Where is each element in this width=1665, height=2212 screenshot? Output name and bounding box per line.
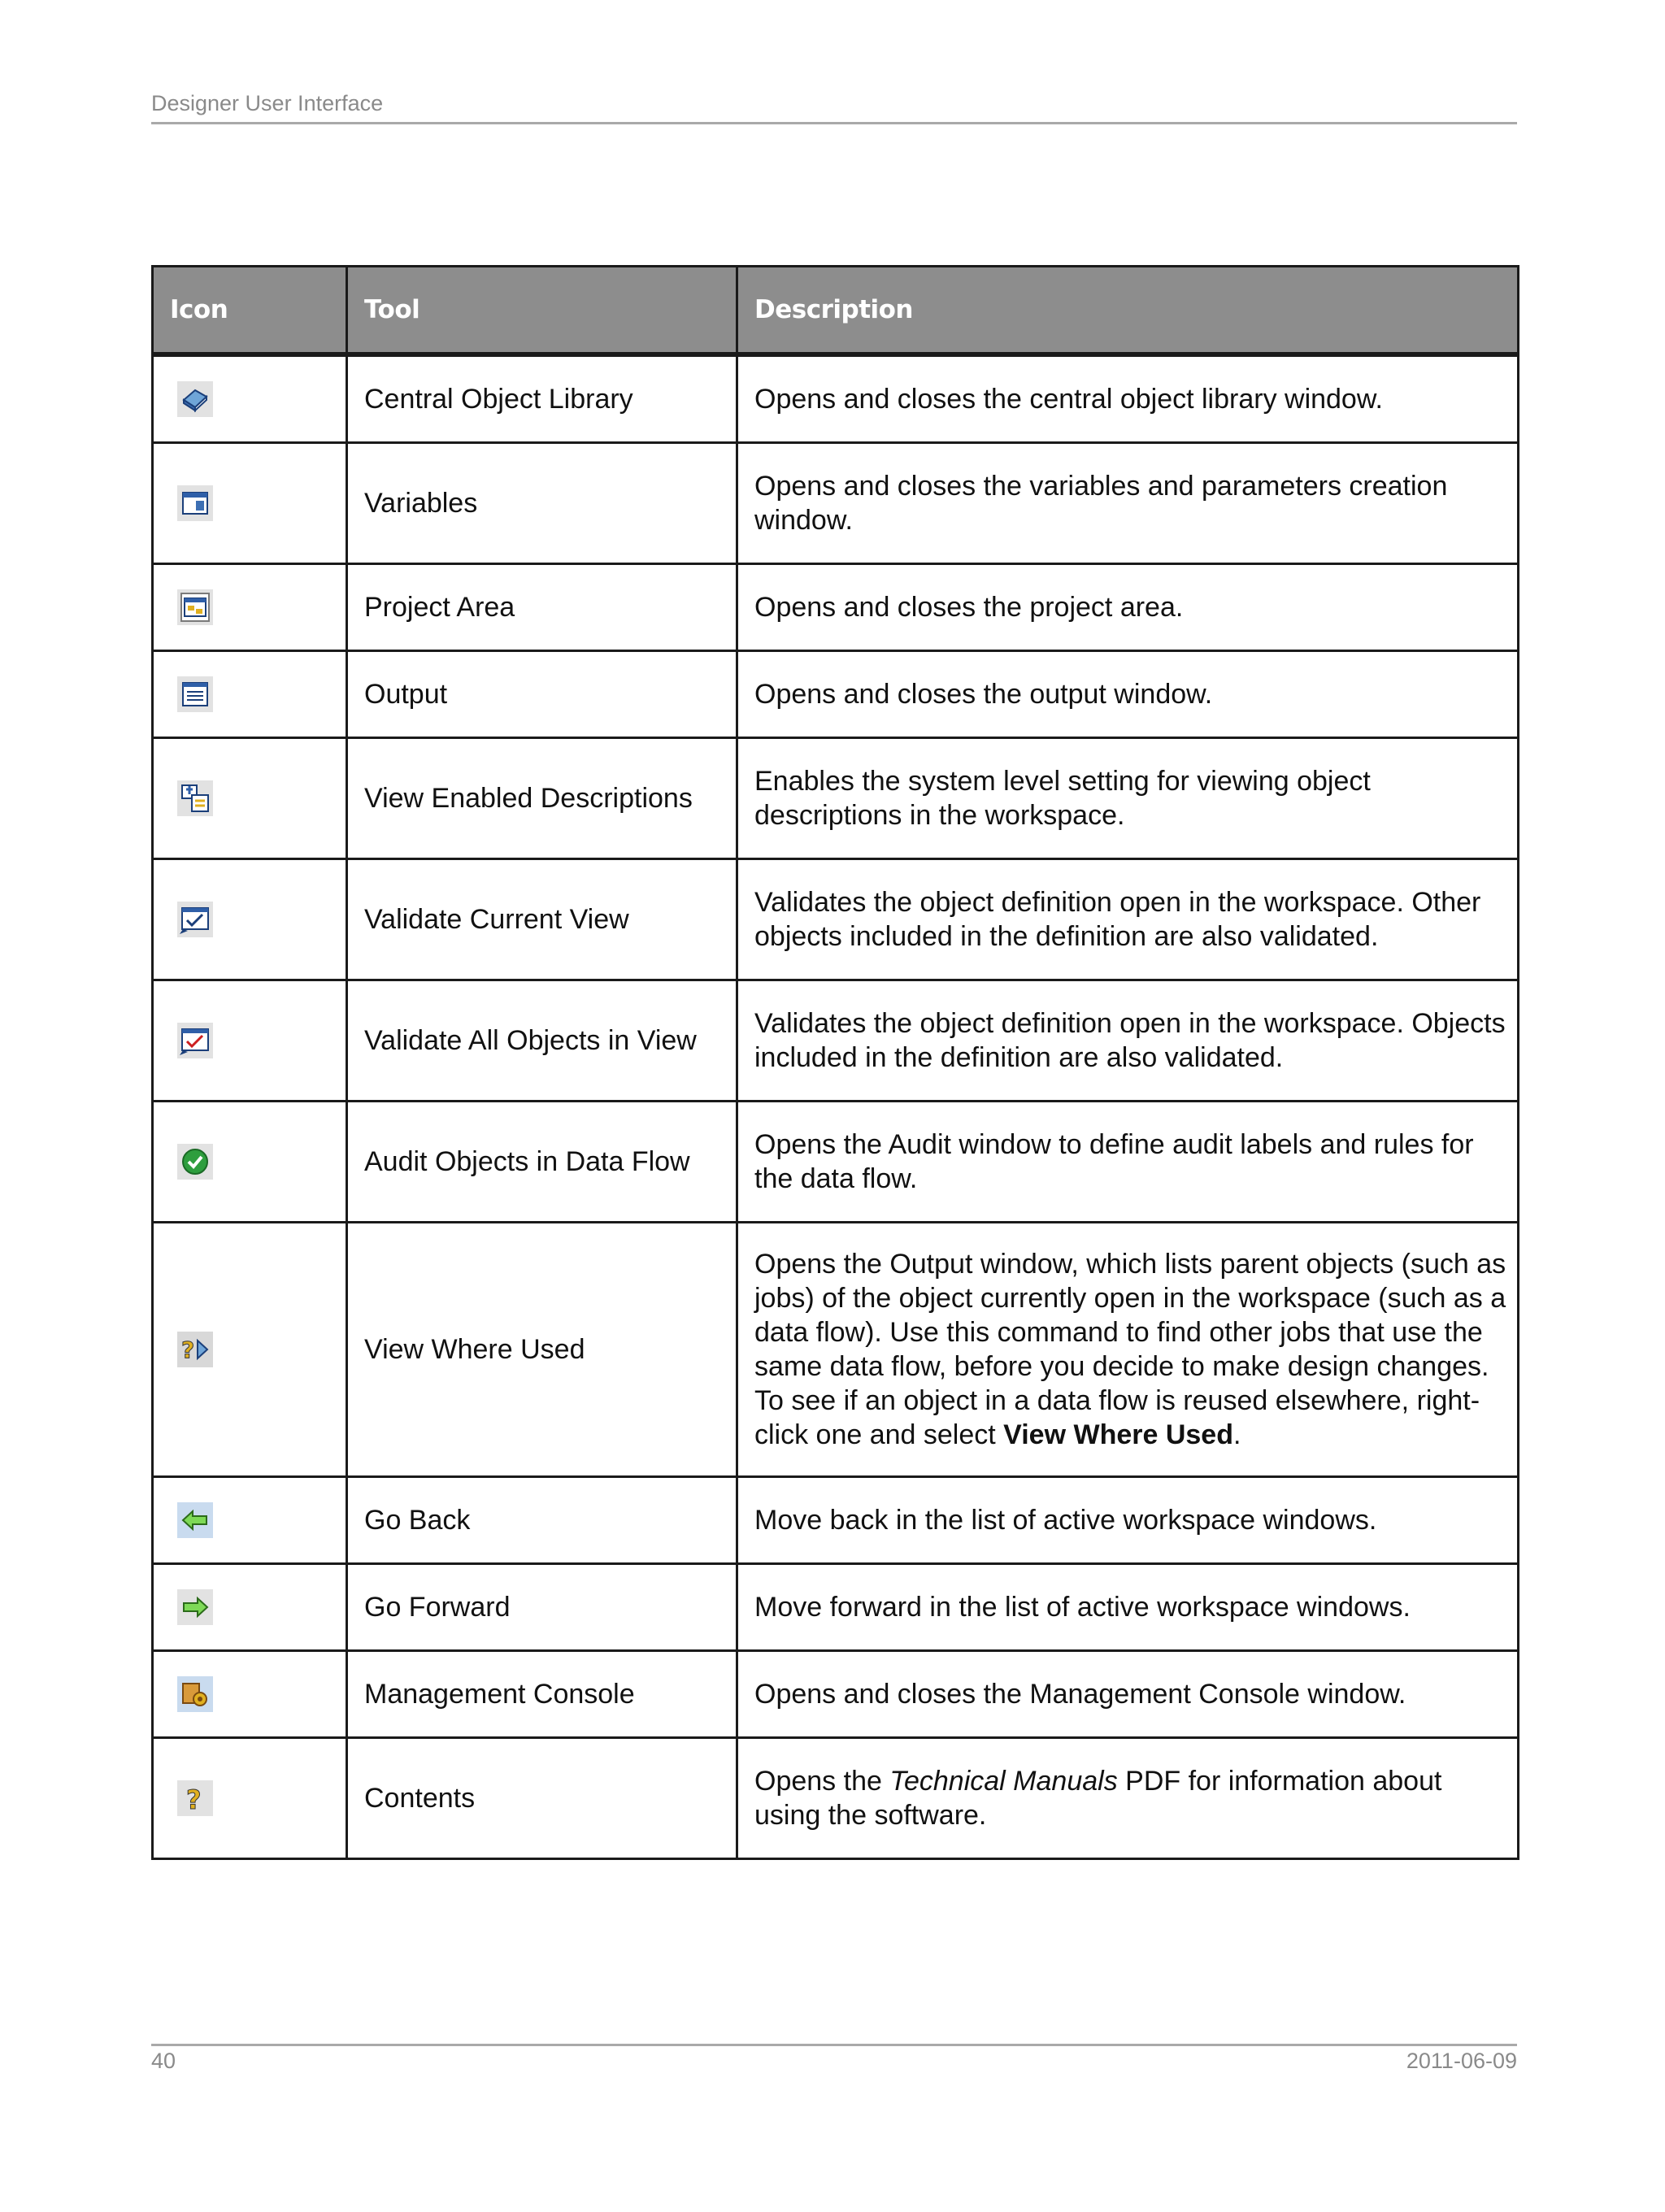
tool-name: Validate All Objects in View — [347, 980, 737, 1102]
tool-name: Central Object Library — [347, 354, 737, 443]
column-header-icon: Icon — [153, 267, 347, 355]
description-text: Opens the Output window, which lists parent objects (such as jobs) of the object currently open in the workspace (such as a data flow). Use this command to find other jobs that use the same data flow, before you decide to make design changes. To see if an object in a data flow is reused elsewhere, right-click one and select — [754, 1249, 1506, 1450]
tool-name: Variables — [347, 443, 737, 564]
description-emphasis: Technical Manuals — [889, 1766, 1118, 1797]
tool-name: View Enabled Descriptions — [347, 738, 737, 859]
table-row — [153, 443, 1519, 564]
icon-cell — [153, 1477, 347, 1564]
table-row — [153, 1223, 1519, 1477]
icon-cell — [153, 859, 347, 980]
audit-objects-icon — [176, 1143, 214, 1180]
icon-cell — [153, 1738, 347, 1859]
management-console-icon — [176, 1675, 214, 1713]
header-divider — [151, 122, 1517, 124]
tool-name: Management Console — [347, 1651, 737, 1738]
tool-description — [737, 1738, 1519, 1859]
output-icon — [176, 676, 214, 713]
table-row — [153, 354, 1519, 443]
variables-icon — [176, 485, 214, 522]
tool-description: Move back in the list of active workspace windows. — [737, 1477, 1519, 1564]
tool-description: Validates the object definition open in the workspace. Objects included in the definition are also validated. — [737, 980, 1519, 1102]
tool-name: Output — [347, 651, 737, 738]
icon-cell — [153, 1102, 347, 1223]
description-text-end: PDF for information about using the software. — [754, 1766, 1442, 1831]
table-header-row — [153, 267, 1519, 355]
tool-name: Go Forward — [347, 1564, 737, 1651]
toolbar-tools-table — [151, 265, 1519, 1860]
icon-cell — [153, 651, 347, 738]
tool-description: Opens the Audit window to define audit labels and rules for the data flow. — [737, 1102, 1519, 1223]
tool-description: Opens and closes the variables and parameters creation window. — [737, 443, 1519, 564]
tool-description: Move forward in the list of active workspace windows. — [737, 1564, 1519, 1651]
view-enabled-descriptions-icon — [176, 780, 214, 817]
publication-date: 2011-06-09 — [1406, 2049, 1517, 2073]
icon-cell — [153, 1564, 347, 1651]
tool-name: Go Back — [347, 1477, 737, 1564]
icon-cell — [153, 738, 347, 859]
tool-description: Validates the object definition open in the workspace. Other objects included in the definition are also validated. — [737, 859, 1519, 980]
table-row — [153, 1564, 1519, 1651]
tool-description: Opens and closes the output window. — [737, 651, 1519, 738]
icon-cell — [153, 564, 347, 651]
central-object-library-icon — [176, 380, 214, 418]
running-header: Designer User Interface — [151, 91, 384, 115]
description-text-end: . — [1232, 1419, 1241, 1450]
go-forward-icon — [176, 1588, 214, 1626]
table-row — [153, 1102, 1519, 1223]
table-row — [153, 738, 1519, 859]
table-row — [153, 651, 1519, 738]
tool-description: Opens and closes the Management Console window. — [737, 1651, 1519, 1738]
table-row — [153, 980, 1519, 1102]
icon-cell — [153, 1651, 347, 1738]
icon-cell — [153, 443, 347, 564]
tool-name: Contents — [347, 1738, 737, 1859]
description-emphasis: View Where Used — [1003, 1419, 1233, 1450]
footer-divider — [151, 2044, 1517, 2046]
page-number: 40 — [151, 2049, 176, 2073]
icon-cell — [153, 980, 347, 1102]
view-where-used-icon — [176, 1331, 214, 1368]
description-text: Opens the — [754, 1766, 890, 1797]
table-row — [153, 859, 1519, 980]
tool-description: Opens and closes the central object library window. — [737, 354, 1519, 443]
validate-all-objects-icon — [176, 1022, 214, 1059]
tool-name: Project Area — [347, 564, 737, 651]
table-row — [153, 564, 1519, 651]
column-header-tool: Tool — [347, 267, 737, 355]
validate-current-view-icon — [176, 901, 214, 938]
column-header-description: Description — [737, 267, 1519, 355]
svg-text:?: ? — [181, 1336, 195, 1363]
icon-cell — [153, 354, 347, 443]
svg-text:?: ? — [186, 1784, 202, 1815]
icon-cell — [153, 1223, 347, 1477]
table-row — [153, 1738, 1519, 1859]
table-row — [153, 1477, 1519, 1564]
tool-description — [737, 1223, 1519, 1477]
tool-name: Validate Current View — [347, 859, 737, 980]
tool-name: Audit Objects in Data Flow — [347, 1102, 737, 1223]
tool-name: View Where Used — [347, 1223, 737, 1477]
project-area-icon — [176, 589, 214, 626]
go-back-icon — [176, 1501, 214, 1539]
tool-description: Opens and closes the project area. — [737, 564, 1519, 651]
contents-help-icon — [176, 1780, 214, 1817]
tool-description: Enables the system level setting for viewing object descriptions in the workspace. — [737, 738, 1519, 859]
table-row — [153, 1651, 1519, 1738]
